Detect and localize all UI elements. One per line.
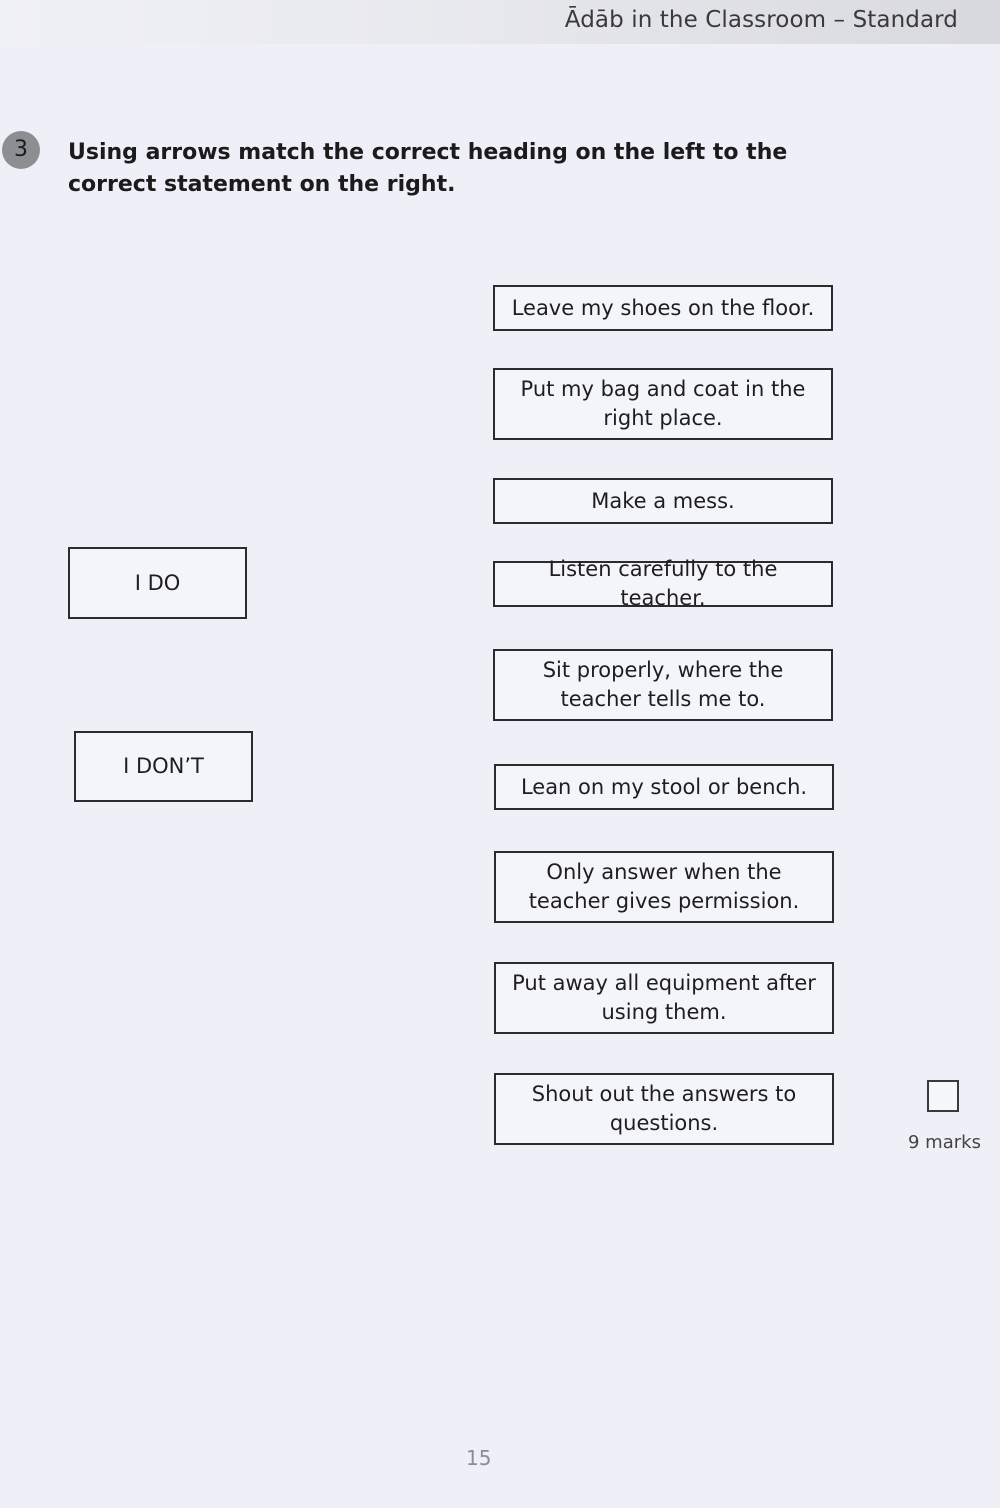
question-number-badge: 3 (2, 131, 40, 169)
statement-box[interactable]: Put away all equipment after using them. (494, 962, 834, 1034)
statement-box[interactable]: Shout out the answers to questions. (494, 1073, 834, 1145)
statement-box[interactable]: Sit properly, where the teacher tells me to. (493, 649, 833, 721)
statement-box[interactable]: Listen carefully to the teacher. (493, 561, 833, 607)
statement-box[interactable]: Put my bag and coat in the right place. (493, 368, 833, 440)
heading-box-i-do[interactable]: I DO (68, 547, 247, 619)
statement-box[interactable]: Make a mess. (493, 478, 833, 524)
page-header-title: Ādāb in the Classroom – Standard (564, 7, 958, 33)
marks-label: 9 marks (908, 1132, 981, 1153)
statement-box[interactable]: Only answer when the teacher gives permission. (494, 851, 834, 923)
question-instruction: Using arrows match the correct heading on the left to the correct statement on the right. (68, 140, 788, 197)
page-number: 15 (466, 1446, 492, 1470)
statement-box[interactable]: Lean on my stool or bench. (494, 764, 834, 810)
heading-box-i-dont[interactable]: I DON’T (74, 731, 253, 802)
header-band (0, 0, 1000, 44)
marks-checkbox[interactable] (927, 1080, 959, 1112)
statement-box[interactable]: Leave my shoes on the floor. (493, 285, 833, 331)
